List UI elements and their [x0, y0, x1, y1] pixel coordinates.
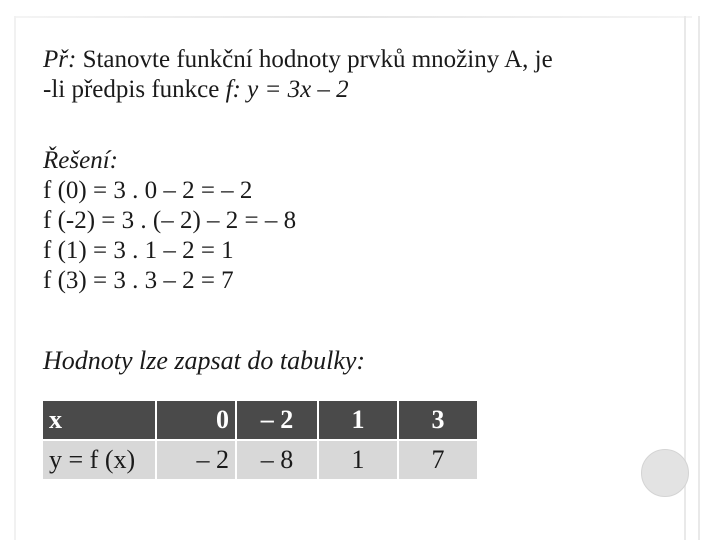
table-cell: – 2	[236, 400, 318, 440]
table-cell: – 2	[156, 440, 236, 480]
table-cell: x	[42, 400, 156, 440]
table-cell: 7	[398, 440, 478, 480]
table-row	[42, 440, 478, 480]
solution-line: f (1) = 3 . 1 – 2 = 1	[43, 237, 234, 264]
task-formula: f: y = 3x – 2	[225, 76, 349, 103]
task-statement	[43, 45, 643, 105]
solution-block	[43, 146, 296, 296]
table-cell: 0	[156, 400, 236, 440]
task-text-line2: -li předpis funkce	[43, 76, 226, 103]
table-intro: Hodnoty lze zapsat do tabulky:	[43, 346, 366, 375]
task-prefix: Př:	[43, 46, 77, 73]
solution-line: f (-2) = 3 . (– 2) – 2 = – 8	[43, 207, 297, 234]
slide-border-left	[14, 16, 16, 540]
table-header-row	[42, 400, 478, 440]
table-cell: – 8	[236, 440, 318, 480]
table-cell: 1	[318, 440, 398, 480]
slide-border-top	[14, 16, 692, 18]
table-cell: y = f (x)	[42, 440, 156, 480]
decorative-circle	[641, 449, 689, 497]
solution-line: f (3) = 3 . 3 – 2 = 7	[43, 267, 234, 294]
table-cell: 3	[398, 400, 478, 440]
task-text-line1: Stanovte funkční hodnoty prvků množiny A, je	[76, 46, 553, 73]
values-table	[41, 399, 479, 481]
table-cell: 1	[318, 400, 398, 440]
solution-heading: Řešení:	[43, 147, 118, 174]
solution-line: f (0) = 3 . 0 – 2 = – 2	[43, 177, 253, 204]
